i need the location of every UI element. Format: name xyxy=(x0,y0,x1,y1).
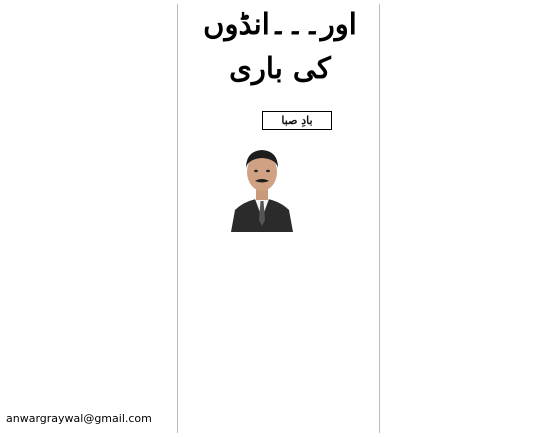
column-divider-right xyxy=(379,4,380,433)
portrait-icon xyxy=(227,132,297,232)
column-name-badge: بادِ صبا xyxy=(262,111,332,130)
column-divider-left xyxy=(177,4,178,433)
columnist-portrait-photo xyxy=(227,132,297,232)
article-column-beside-photo-right xyxy=(300,130,377,255)
author-email: anwargraywal@gmail.com xyxy=(6,412,152,425)
article-column-middle xyxy=(180,258,377,433)
article-intro xyxy=(180,48,377,94)
article-column-right xyxy=(382,4,546,433)
article-headline: اور۔۔۔انڈوں کی باری xyxy=(203,7,357,85)
article-column-left xyxy=(4,4,175,402)
columnist-photo-caption xyxy=(236,232,296,244)
